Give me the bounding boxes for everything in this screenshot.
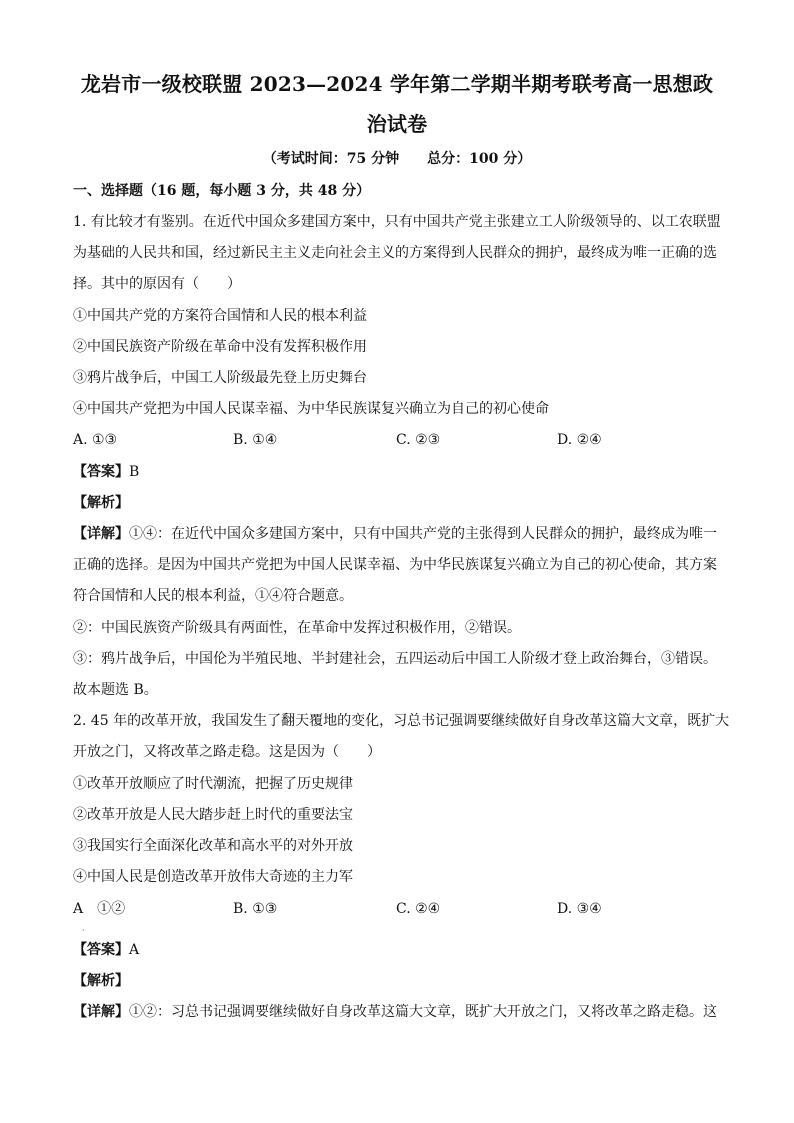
detail-tag: 【详解】 (73, 1004, 129, 1020)
q1-option-a: A. ①③ (73, 432, 118, 448)
q2-stem-line: 2. 45 年的改革开放，我国发生了翻天覆地的变化，习总书记强调要继续做好自身改革这篇大文章，既扩大 (73, 713, 730, 729)
q1-detail-line: 符合国情和人民的根本利益，①④符合题意。 (73, 588, 353, 604)
title-line-1: 龙岩市一级校联盟 2023—2024 学年第二学期半期考联考高一思想政 (80, 72, 714, 96)
q2-option-d: D. ③④ (557, 901, 602, 917)
q1-statement: ①中国共产党的方案符合国情和人民的根本利益 (73, 308, 367, 324)
q2-option-a: A ①② (73, 901, 126, 917)
q1-detail-line (73, 525, 717, 543)
exam-info: （考试时间：75 分钟 总分：100 分） (262, 151, 532, 167)
q2-answer (73, 941, 139, 959)
q1-stem-line: 择。其中的原因有（ ） (73, 276, 241, 292)
q2-statement: ②改革开放是人民大踏步赶上时代的重要法宝 (73, 807, 353, 823)
detail-text: ①②：习总书记强调要继续做好自身改革这篇大文章，既扩大开放之门，又将改革之路走稳。这 (129, 1004, 717, 1020)
q1-option-c: C. ②③ (396, 432, 441, 448)
title-line-2: 治试卷 (366, 112, 428, 136)
answer-tag: 【答案】 (73, 942, 129, 958)
q1-option-b: B. ①④ (233, 432, 278, 448)
q1-statement: ④中国共产党把为中国人民谋幸福、为中华民族谋复兴确立为自己的初心使命 (73, 401, 549, 417)
answer-tag: 【答案】 (73, 464, 129, 480)
q1-detail-line: 正确的选择。是因为中国共产党把为中国人民谋幸福、为中华民族谋复兴确立为自己的初心使命，其方案 (73, 557, 717, 573)
q1-analysis-heading (73, 494, 129, 512)
q1-statement: ②中国民族资产阶级在革命中没有发挥积极作用 (73, 339, 367, 355)
detail-text: ①④：在近代中国众多建国方案中，只有中国共产党的主张得到人民群众的拥护，最终成为唯一 (129, 526, 717, 542)
answer-value: A (129, 942, 140, 958)
q2-statement: ③我国实行全面深化改革和高水平的对外开放 (73, 838, 353, 854)
analysis-tag: 【解析】 (73, 973, 129, 989)
q2-option-c: C. ②④ (396, 901, 441, 917)
q2-statement: ④中国人民是创造改革开放伟大奇迹的主力军 (73, 869, 353, 885)
q2-option-b: B. ①③ (233, 901, 278, 917)
q1-detail-line: 故本题选 B。 (73, 682, 158, 698)
q1-stem-line: 为基础的人民共和国，经过新民主主义走向社会主义的方案得到人民群众的拥护，最终成为唯一正确的选 (73, 245, 717, 261)
q1-detail-line: ②：中国民族资产阶级具有两面性，在革命中发挥过积极作用，②错误。 (73, 620, 521, 636)
q2-detail-line (73, 1003, 717, 1021)
q1-statement: ③鸦片战争后，中国工人阶级最先登上历史舞台 (73, 370, 367, 386)
q2-statement: ①改革开放顺应了时代潮流，把握了历史规律 (73, 776, 353, 792)
section-heading: 一、选择题（16 题，每小题 3 分，共 48 分） (73, 183, 371, 199)
q1-detail-line: ③：鸦片战争后，中国伦为半殖民地、半封建社会，五四运动后中国工人阶级才登上政治舞台，③错误。 (73, 651, 717, 667)
q2-stem-line: 开放之门，又将改革之路走稳。这是因为（ ） (73, 744, 381, 760)
answer-value: B (129, 464, 140, 480)
analysis-tag: 【解析】 (73, 495, 129, 511)
q2-analysis-heading (73, 972, 129, 990)
detail-tag: 【详解】 (73, 526, 129, 542)
stray-mark: · (82, 926, 85, 935)
q1-option-d: D. ②④ (557, 432, 602, 448)
q1-answer (73, 463, 139, 481)
q1-stem-line: 1. 有比较才有鉴别。在近代中国众多建国方案中，只有中国共产党主张建立工人阶级领导的、以工农联盟 (73, 214, 721, 230)
